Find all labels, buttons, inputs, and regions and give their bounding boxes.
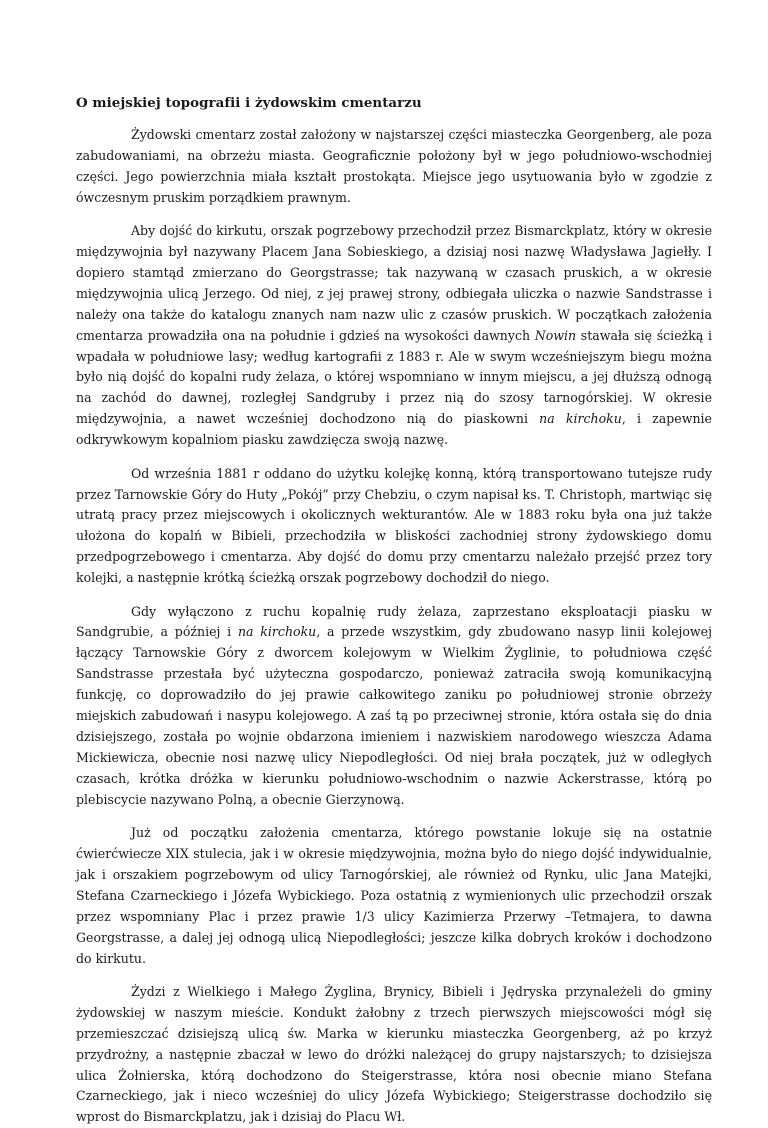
- italic-text-run: na kirchoku: [237, 624, 317, 640]
- paragraph: [76, 221, 712, 451]
- text-run: Żydowski cmentarz został założony w najstarszej części miasteczka Georgenberg, ale poza zabudowaniami, na obrzeżu miasta. Geograficznie położony był w jego południowo-wschodniej części. Jego powierzchnia miała kształt prostokąta. Miejsce jego usytuowania było w zgodzie z ówczesnym pruskim porządkiem prawnym.: [76, 127, 712, 205]
- text-run: Już od początku założenia cmentarza, którego powstanie lokuje się na ostatnie ćwierćwiecze XIX stulecia, jak i w okresie międzywojnia, można było do niego dojść indywidualnie, jak i orszakiem pogrzebowym od ulicy Tarnogórskiej, ale również od Rynku, ulic Jana Matejki, Stefana Czarneckiego i Józefa Wybickiego. Poza ostatnią z wymienionych ulic przechodził orszak przez wspomniany Plac i przez prawie 1/3 ulicy Kazimierza Przerwy –Tetmajera, to dawna Georgstrasse, a dalej jej odnogą ulicą Niepodległości; jeszcze kilka dobrych kroków i dochodzono do kirkutu.: [76, 825, 712, 966]
- italic-text-run: Nowin: [534, 327, 577, 343]
- paragraph: [76, 464, 712, 589]
- text-run: stawała się ścieżką i wpadała w południowe lasy; według kartografii z 1883 r. Ale w swym wcześniejszym biegu można było nią dojść do kopalni rudy żelaza, o której wspomniano w innym miejscu, a jej dłuższą odnogą na zachód do dawnej, rozległej Sandgruby i przez nią do szosy tarnogórskiej. W okresie międzywojnia, a nawet wcześniej dochodzono nią do piaskowni: [76, 327, 712, 427]
- paragraph: [76, 982, 712, 1128]
- text-run: Gdy wyłączono z ruchu kopalnię rudy żelaza, zaprzestano eksploatacji piasku w Sandgrubie, a później i: [76, 603, 712, 640]
- section-heading: O miejskiej topografii i żydowskim cmentarzu: [76, 95, 422, 111]
- text-run: Aby dojść do kirkutu, orszak pogrzebowy przechodził przez Bismarckplatz, który w okresie międzywojnia był nazywany Placem Jana Sobieskiego, a dzisiaj nosi nazwę Władysława Jagiełły. I dopiero stamtąd zmierzano do Georgstrasse; tak nazywaną w czasach pruskich, a w okresie międzywojnia ulicą Jerzego. Od niej, z jej prawej strony, odbiegała uliczka o nazwie Sandstrasse i należy ona także do katalogu znanych nam nazw ulic z czasów pruskich. W początkach założenia cmentarza prowadziła ona na południe i gdzieś na wysokości dawnych: [76, 223, 712, 343]
- text-run: Od września 1881 r oddano do użytku kolejkę konną, którą transportowano tutejsze rudy przez Tarnowskie Góry do Huty „Pokój” przy Chebziu, o czym napisał ks. T. Christoph, martwiąc się utratą pracy przez miejscowych i okolicznych wekturantów. Ale w 1883 roku była ona już także ułożona do kopalń w Bibieli, przechodziła w bliskości zachodniej strony żydowskiego domu przedpogrzebowego i cmentarza. Aby dojść do domu przy cmentarzu należało przejść przez tory kolejki, a następnie krótką ścieżką orszak pogrzebowy dochodził do niego.: [76, 465, 712, 586]
- text-run: , a przede wszystkim, gdy zbudowano nasyp linii kolejowej łączący Tarnowskie Góry z dworcem kolejowym w Wielkim Żyglinie, to południowa część Sandstrasse przestała być użyteczna gospodarczo, ponieważ zatraciła swoją komunikacyjną funkcję, co doprowadziło do jej prawie całkowitego zaniku po południowej stronie obrzeży miejskich zabudowań i nasypu kolejowego. A zaś tą po przeciwnej stronie, która ostała się do dnia dzisiejszego, została po wojnie obdarzona imieniem i nazwiskiem narodowego wieszcza Adama Mickiewicza, obecnie nosi nazwę ulicy Niepodległości. Od niej brała początek, już w odległych czasach, krótka dróżka w kierunku południowo-wschodnim o nazwie Ackerstrasse, którą po plebiscycie nazywano Polną, a obecnie Gierzynową.: [76, 624, 712, 807]
- document-body: [76, 125, 712, 1128]
- italic-text-run: na kirchoku: [539, 411, 622, 427]
- text-run: Żydzi z Wielkiego i Małego Żyglina, Brynicy, Bibieli i Jędryska przynależeli do gminy żydowskiej w naszym mieście. Kondukt żałobny z trzech pierwszych miejscowości mógł się przemieszczać dzisiejszą ulicą św. Marka w kierunku miasteczka Georgenberg, aż po krzyż przydrożny, a następnie zbaczał w lewo do dróżki należącej do grupy najstarszych; to dzisiejsza ulica Żołnierska, którą dochodzono do Steigerstrasse, która nosi obecnie miano Stefana Czarneckiego, jak i nieco wcześniej do ulicy Józefa Wybickiego; Steigerstrasse dochodziło się wprost do Bismarckplatzu, jak i dzisiaj do Placu Wł.: [76, 983, 712, 1125]
- paragraph: [76, 823, 712, 969]
- paragraph: [76, 125, 712, 209]
- paragraph: [76, 602, 712, 811]
- text-run: , i zapewnie odkrywkowym kopalniom piasku zawdzięcza swoją nazwę.: [76, 411, 712, 448]
